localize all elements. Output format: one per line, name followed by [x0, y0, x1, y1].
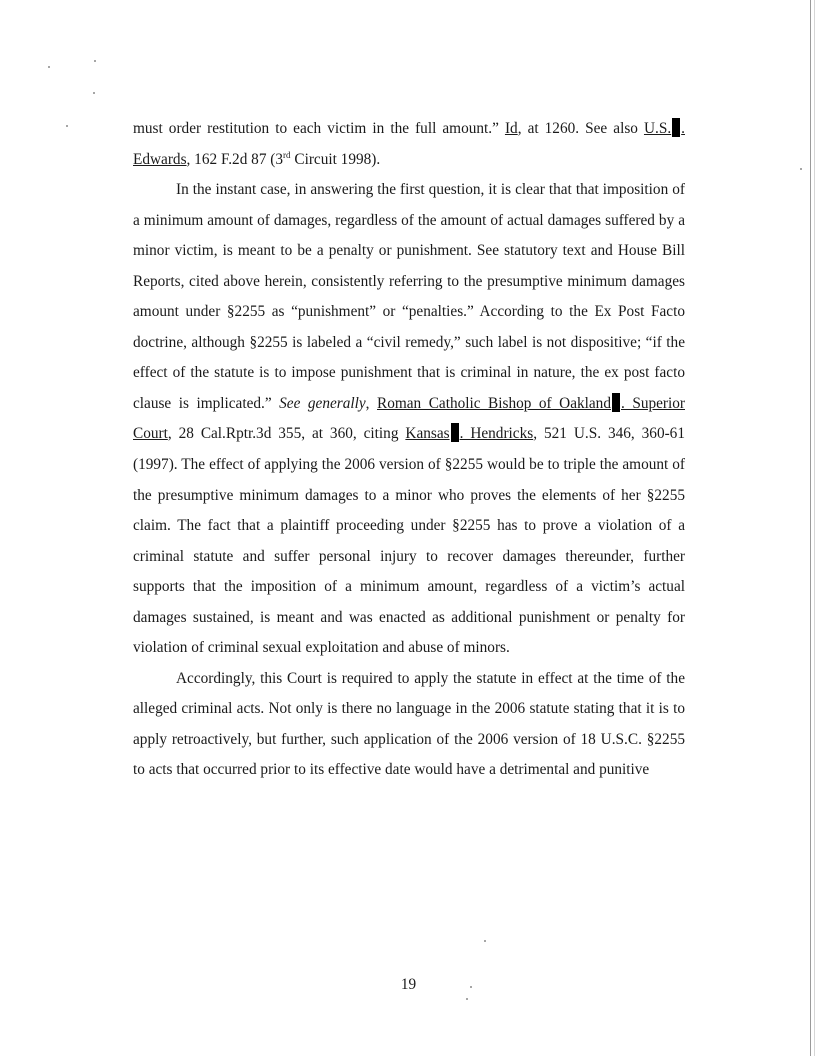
ordinal-superscript: rd — [283, 149, 291, 160]
document-body — [133, 114, 685, 786]
text-run: , — [365, 394, 377, 412]
page-edge-shadow — [814, 0, 815, 1056]
case-name-roman-catholic-bishop: Roman Catholic Bishop of Oakland — [377, 394, 611, 412]
text-run: Circuit 1998). — [290, 150, 381, 168]
text-run: , 162 F.2d 87 (3 — [186, 150, 284, 168]
text-run: In the instant case, in answering the first question, it is clear that that imposition of a minimum amount of damages, regardless of the amount of actual damages suffered by a minor victim, is meant to be a penalty or punishment. See statutory text and House Bill Reports, cited above herein, consistently referring to the presumptive minimum damages amount under §2255 as “punishment” or “penalties.” According to the Ex Post Facto doctrine, although §2255 is labeled a “civil remedy,” such label is not dispositive; “if the effect of the statute is to impose punishment that is criminal in nature, the ex post facto clause is implicated.” — [133, 181, 685, 412]
paragraph-2 — [133, 175, 685, 664]
scan-speck — [466, 998, 468, 1000]
paragraph-3 — [133, 664, 685, 786]
text-run: , 28 Cal.Rptr.3d 355, at 360, citing — [167, 425, 406, 443]
citation-id: Id — [504, 120, 518, 137]
case-name-separator: . — [681, 120, 685, 137]
text-run: must order restitution to each victim in the full amount.” — [133, 120, 505, 137]
page-edge-line — [810, 0, 811, 1056]
scan-speck — [94, 60, 96, 62]
scan-speck — [800, 168, 802, 170]
case-name-us: U.S. — [643, 120, 672, 137]
paragraph-1 — [133, 114, 685, 175]
redaction-mark — [612, 393, 620, 412]
scan-speck — [48, 66, 50, 68]
page-number: 19 — [400, 976, 417, 993]
case-name-superior-court: . Superior Court — [133, 394, 685, 443]
redaction-mark — [451, 423, 459, 442]
text-run: , at 1260. See also — [517, 120, 644, 137]
redaction-mark — [672, 118, 680, 137]
scan-speck — [93, 92, 95, 94]
scan-speck — [484, 940, 486, 942]
signal-see-generally: See generally — [279, 394, 366, 412]
text-run: Accordingly, this Court is required to apply the statute in effect at the time of the alleged criminal acts. Not only is there no language in the 2006 statute stating that it is to apply retroactively, but further, such application of the 2006 version of 18 U.S.C. §2255 to acts that occurred prior to its effective date would have a detrimental and punitive — [133, 669, 685, 779]
scan-speck — [66, 125, 68, 127]
case-name-edwards: Edwards — [133, 150, 187, 168]
case-name-kansas: Kansas — [405, 425, 450, 443]
case-name-hendricks: . Hendricks — [459, 425, 534, 443]
text-run: , 521 U.S. 346, 360-61 (1997). The effect of applying the 2006 version of §2255 would be to triple the amount of the presumptive minimum damages to a minor who proves the elements of her §2255 claim. The fact that a plaintiff proceeding under §2255 has to prove a violation of a criminal statute and suffer personal injury to recover damages thereunder, further supports that the imposition of a minimum amount, regardless of a victim’s actual damages sustained, is meant and was enacted as additional punishment or penalty for violation of criminal sexual exploitation and abuse of minors. — [133, 425, 685, 657]
